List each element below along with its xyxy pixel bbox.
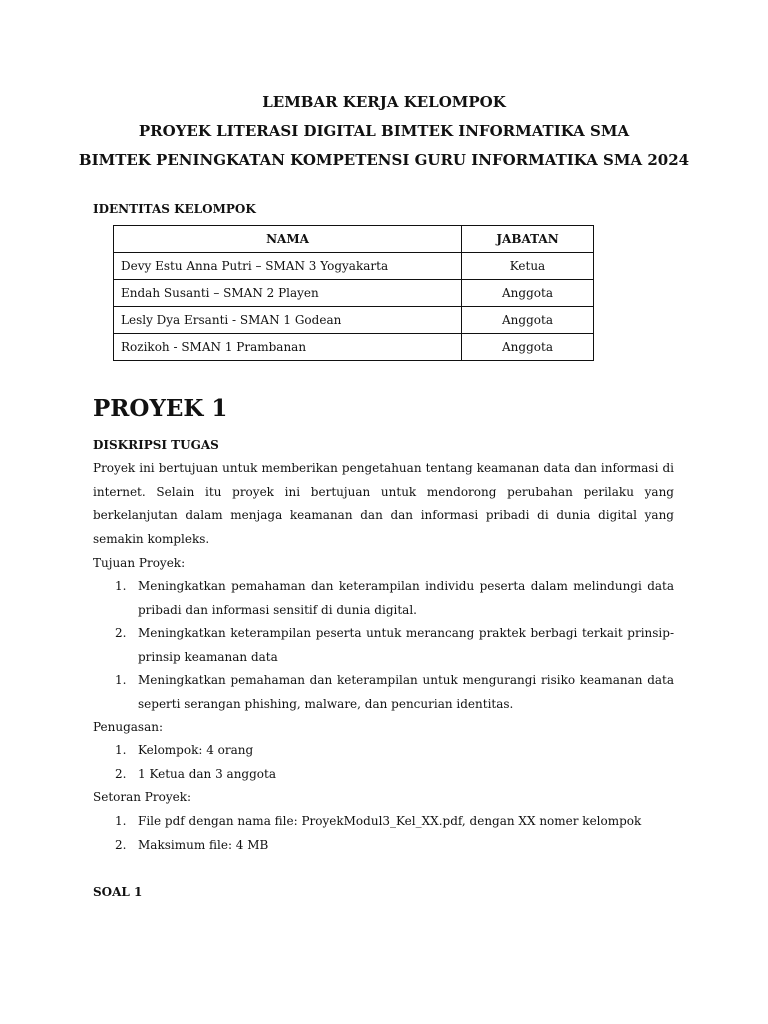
deskripsi-label: DISKRIPSI TUGAS: [93, 438, 219, 452]
list-number: 1.: [115, 743, 127, 757]
column-header-jabatan: JABATAN: [462, 226, 594, 253]
list-number: 2.: [115, 766, 127, 781]
member-name: Rozikoh - SMAN 1 Prambanan: [114, 334, 462, 361]
list-item-text: 1 Ketua dan 3 anggota: [138, 766, 276, 781]
member-name: Devy Estu Anna Putri – SMAN 3 Yogyakarta: [114, 253, 462, 280]
list-item-text: Maksimum file: 4 MB: [138, 837, 269, 852]
penugasan-list: [93, 739, 674, 786]
title-line-3: BIMTEK PENINGKATAN KOMPETENSI GURU INFORMATIKA SMA 2024: [78, 151, 690, 169]
members-table: [113, 225, 594, 361]
table-header-row: [114, 226, 594, 253]
title-line-2: PROYEK LITERASI DIGITAL BIMTEK INFORMATIKA SMA: [138, 122, 630, 140]
list-number: 2.: [115, 837, 127, 852]
list-item-text: Meningkatkan pemahaman dan keterampilan untuk mengurangi risiko keamanan data seperti serangan phishing, malware, dan pencurian identitas.: [138, 673, 674, 711]
document-title-block: [0, 88, 768, 175]
proyek-heading: PROYEK 1: [93, 395, 228, 422]
list-item: [93, 834, 674, 858]
list-number: 2.: [115, 626, 127, 641]
deskripsi-paragraph: Proyek ini bertujuan untuk memberikan pengetahuan tentang keamanan data dan informasi di internet. Selain itu proyek ini bertujuan untuk mendorong perubahan perilaku yang berkelanjutan dalam menjaga keamanan dan dan informasi pribadi di dunia digital yang semakin kompleks.: [93, 461, 674, 546]
list-number: 1.: [115, 814, 127, 828]
tujuan-label: Tujuan Proyek:: [93, 556, 186, 570]
list-number: 1.: [115, 579, 127, 593]
list-item: [93, 622, 674, 669]
member-role: Ketua: [462, 253, 594, 280]
list-item-text: Meningkatkan keterampilan peserta untuk merancang praktek berbagi terkait prinsip-prinsip keamanan data: [138, 626, 674, 664]
table-row: [114, 307, 594, 334]
list-item-text: File pdf dengan nama file: ProyekModul3_Kel_XX.pdf, dengan XX nomer kelompok: [138, 814, 642, 828]
title-line-1: LEMBAR KERJA KELOMPOK: [262, 93, 506, 111]
list-item: [93, 575, 674, 622]
list-item: [93, 669, 674, 716]
member-name: Lesly Dya Ersanti - SMAN 1 Godean: [114, 307, 462, 334]
list-item-text: Meningkatkan pemahaman dan keterampilan individu peserta dalam melindungi data pribadi dan informasi sensitif di dunia digital.: [138, 579, 674, 617]
tujuan-list: [93, 575, 674, 717]
soal-label: SOAL 1: [93, 885, 143, 899]
list-item: [93, 763, 674, 787]
list-item: [93, 810, 674, 834]
list-number: 1.: [115, 673, 127, 688]
member-role: Anggota: [462, 280, 594, 307]
column-header-nama: NAMA: [114, 226, 462, 253]
list-item: [93, 739, 674, 763]
member-name: Endah Susanti – SMAN 2 Playen: [114, 280, 462, 307]
list-item-text: Kelompok: 4 orang: [138, 743, 254, 757]
member-role: Anggota: [462, 307, 594, 334]
identitas-label: IDENTITAS KELOMPOK: [93, 202, 256, 216]
setoran-label: Setoran Proyek:: [93, 790, 192, 804]
table-row: [114, 280, 594, 307]
member-role: Anggota: [462, 334, 594, 361]
penugasan-label: Penugasan:: [93, 720, 164, 734]
setoran-list: [93, 810, 674, 857]
table-row: [114, 334, 594, 361]
table-row: [114, 253, 594, 280]
